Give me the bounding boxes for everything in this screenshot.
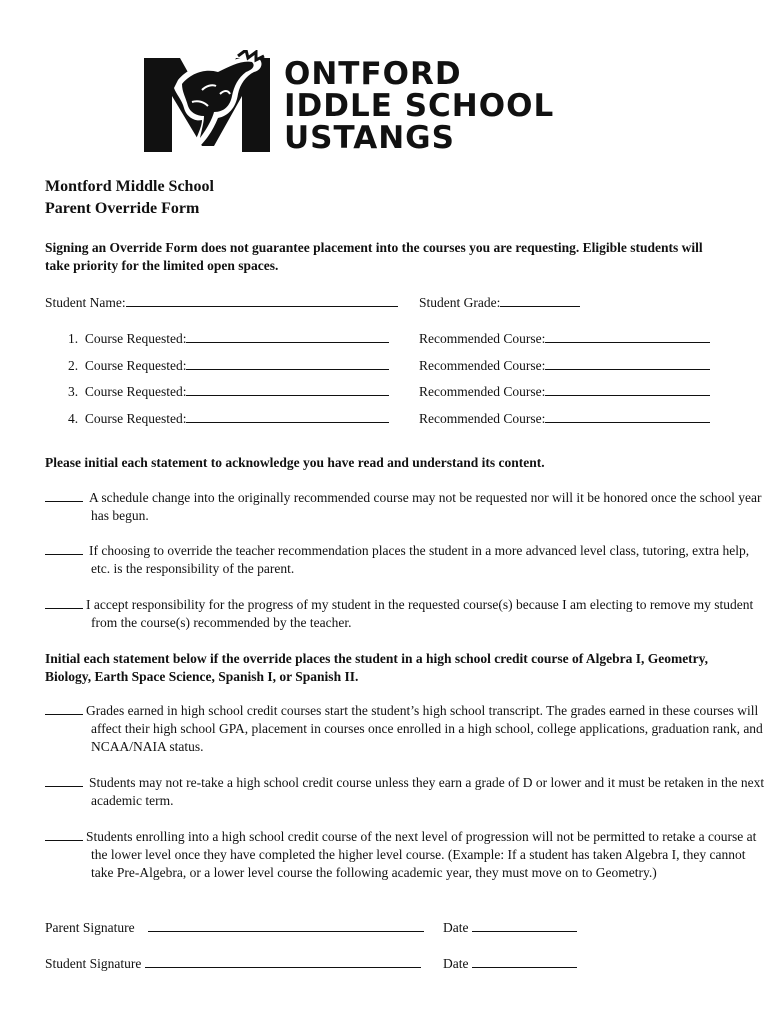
- course-requested-label: Course Requested:: [84, 358, 187, 373]
- logo-line-2: IDDLE SCHOOL: [284, 88, 555, 124]
- course-row-4[interactable]: [68, 408, 389, 427]
- student-date-line[interactable]: [472, 953, 577, 968]
- recommended-course-line[interactable]: [545, 355, 710, 370]
- course-requested-label: Course Requested:: [84, 411, 187, 426]
- section1-heading: Please initial each statement to acknowledge you have read and understand its content.: [45, 455, 545, 470]
- initial-blank[interactable]: [45, 489, 83, 502]
- course-requested-line[interactable]: [186, 355, 389, 370]
- recommended-course-line[interactable]: [545, 408, 710, 423]
- course-number: 2.: [68, 358, 79, 373]
- course-number: 1.: [68, 331, 79, 346]
- student-grade-field[interactable]: [419, 292, 580, 311]
- statement-text: If choosing to override the teacher recommendation places the student in a more advanced level class, tutoring, extra help, etc. is the responsibility of the parent.: [89, 543, 750, 576]
- initial-blank[interactable]: [45, 774, 83, 787]
- recommended-row-4[interactable]: [419, 408, 710, 427]
- parent-date-line[interactable]: [472, 917, 577, 932]
- recommended-course-label: Recommended Course:: [419, 411, 546, 426]
- initial-blank[interactable]: [45, 542, 83, 555]
- section2-heading: Initial each statement below if the override places the student in a high school credit course of Algebra I, Geometry, Biology, Earth Space Science, Spanish I, or Spanish II.: [45, 651, 709, 684]
- recommended-course-label: Recommended Course:: [419, 358, 546, 373]
- student-grade-line[interactable]: [500, 292, 580, 307]
- parent-signature-field[interactable]: [45, 917, 424, 936]
- student-name-field[interactable]: [45, 292, 398, 311]
- recommended-course-label: Recommended Course:: [419, 384, 546, 399]
- recommended-row-1[interactable]: [419, 328, 710, 347]
- course-requested-line[interactable]: [186, 328, 389, 343]
- course-number: 3.: [68, 384, 79, 399]
- recommended-row-3[interactable]: [419, 381, 710, 400]
- student-signature-label: Student Signature: [45, 956, 142, 971]
- course-requested-label: Course Requested:: [84, 384, 187, 399]
- statement-1[interactable]: [45, 489, 770, 525]
- parent-signature-label: Parent Signature: [45, 920, 135, 935]
- initial-blank[interactable]: [45, 596, 83, 609]
- statement-5[interactable]: [45, 774, 770, 810]
- parent-signature-line[interactable]: [148, 917, 424, 932]
- recommended-course-line[interactable]: [545, 328, 710, 343]
- date-label: Date: [443, 956, 469, 971]
- student-grade-label: Student Grade:: [419, 295, 501, 310]
- statement-4[interactable]: [45, 702, 770, 756]
- form-title: Parent Override Form: [45, 200, 200, 217]
- school-logo: [142, 50, 624, 158]
- date-label: Date: [443, 920, 469, 935]
- statement-text: A schedule change into the originally recommended course may not be requested nor will it be honored once the school year has begun.: [89, 490, 762, 523]
- statement-text: Students may not re-take a high school credit course unless they earn a grade of D or lower and it must be retaken in the next academic term.: [89, 775, 765, 808]
- logo-line-1: ONTFORD: [284, 56, 462, 92]
- initial-blank[interactable]: [45, 702, 83, 715]
- disclaimer: Signing an Override Form does not guarantee placement into the courses you are requesting. Eligible students will take priority for the limited open spaces.: [45, 240, 703, 273]
- student-date-field[interactable]: [443, 953, 577, 972]
- course-requested-label: Course Requested:: [84, 331, 187, 346]
- statement-text: Students enrolling into a high school credit course of the next level of progression will not be permitted to retake a course at the lower level once they have completed the higher level course. (Example: If a student has taken Algebra I, they cannot take Pre-Algebra, or a lower level course the following academic year, they must move on to Geometry.): [86, 829, 757, 880]
- statement-6[interactable]: [45, 828, 770, 882]
- student-name-label: Student Name:: [45, 295, 126, 310]
- parent-date-field[interactable]: [443, 917, 577, 936]
- school-name: Montford Middle School: [45, 178, 214, 195]
- course-row-3[interactable]: [68, 381, 389, 400]
- course-number: 4.: [68, 411, 79, 426]
- statement-2[interactable]: [45, 542, 770, 578]
- statement-text: Grades earned in high school credit courses start the student’s high school transcript. The grades earned in these courses will affect their high school GPA, placement in courses once enrolled in a high school, college applications, graduation rank, and NCAA/NAIA status.: [86, 703, 763, 754]
- recommended-row-2[interactable]: [419, 355, 710, 374]
- student-signature-field[interactable]: [45, 953, 421, 972]
- statement-text: I accept responsibility for the progress of my student in the requested course(s) because I am electing to remove my student from the course(s) recommended by the teacher.: [86, 597, 754, 630]
- course-row-2[interactable]: [68, 355, 389, 374]
- logo-line-3: USTANGS: [284, 120, 455, 156]
- recommended-course-label: Recommended Course:: [419, 331, 546, 346]
- course-row-1[interactable]: [68, 328, 389, 347]
- recommended-course-line[interactable]: [545, 381, 710, 396]
- student-signature-line[interactable]: [145, 953, 421, 968]
- mustang-m-icon: [142, 50, 302, 158]
- statement-3[interactable]: [45, 596, 770, 632]
- initial-blank[interactable]: [45, 828, 83, 841]
- course-requested-line[interactable]: [186, 381, 389, 396]
- student-name-line[interactable]: [126, 292, 398, 307]
- course-requested-line[interactable]: [186, 408, 389, 423]
